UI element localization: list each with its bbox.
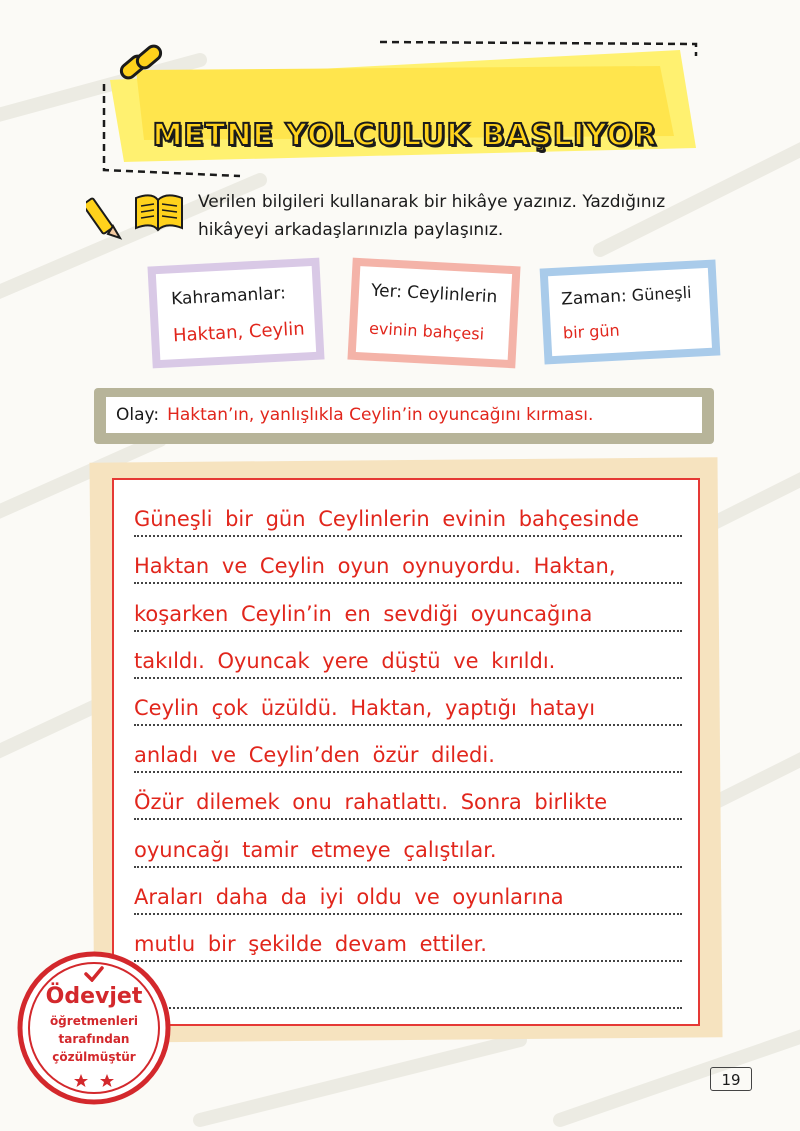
page-title: METNE YOLCULUK BAŞLIYOR [152, 118, 658, 153]
story-line-text: mutlu bir şekilde devam ettiler. [134, 931, 487, 956]
stamp-line2: öğretmenleri [49, 1014, 139, 1028]
card-zaman-label: Zaman: [560, 286, 628, 310]
writing-line [134, 915, 682, 962]
stamp-brand: Ödevjet [45, 984, 143, 1009]
story-lines [134, 490, 682, 1009]
star-icon [74, 1074, 114, 1088]
page-number: 19 [710, 1067, 752, 1091]
olay-value: Haktan’ın, yanlışlıkla Ceylin’in oyuncağını kırması. [167, 405, 594, 425]
chain-link-icon [112, 38, 172, 98]
stamp-line4: çözülmüştür [52, 1050, 136, 1064]
pencil-icon [86, 198, 120, 238]
story-line-text: Özür dilemek onu rahatlattı. Sonra birlikte [134, 790, 608, 815]
card-zaman-value-line2: bir gün [562, 320, 621, 343]
writing-line [134, 868, 682, 915]
checkmark-icon [84, 966, 104, 982]
writing-line [134, 584, 682, 631]
olay-bar [94, 388, 714, 444]
open-book-icon [136, 195, 182, 230]
odevjet-stamp [14, 948, 174, 1108]
story-line-text: Araları daha da iyi oldu ve oyunlarına [134, 884, 564, 909]
stamp-line3: tarafından [58, 1032, 130, 1046]
story-line-text: oyuncağı tamir etmeye çalıştılar. [134, 837, 497, 862]
olay-box [106, 397, 702, 433]
story-line-text: Güneşli bir gün Ceylinlerin evinin bahçesinde [134, 507, 640, 532]
story-line-text: Ceylin çok üzüldü. Haktan, yaptığı hatayı [134, 695, 596, 720]
writing-line [134, 679, 682, 726]
card-yer [347, 258, 520, 369]
writing-paper [112, 478, 700, 1026]
card-kahramanlar-value: Haktan, Ceylin [172, 318, 306, 347]
writing-line [134, 726, 682, 773]
writing-line [134, 820, 682, 867]
card-yer-line1 [371, 281, 498, 308]
olay-label: Olay: [116, 405, 160, 425]
card-yer-value-line2: evinin bahçesi [368, 318, 485, 344]
writing-line [134, 773, 682, 820]
title-banner-shape [100, 40, 700, 190]
writing-line [134, 490, 682, 537]
card-zaman [540, 259, 721, 364]
card-kahramanlar [147, 258, 324, 369]
writing-line [134, 632, 682, 679]
instruction-text: Verilen bilgileri kullanarak bir hikâye yazınız. Yazdığınız hikâyeyi arkadaşlarınızla paylaşınız. [198, 192, 666, 240]
card-zaman-line1 [561, 283, 692, 310]
story-line-text: takıldı. Oyuncak yere düştü ve kırıldı. [134, 648, 556, 673]
writing-line [134, 537, 682, 584]
title-banner [100, 40, 700, 190]
story-line-text: anladı ve Ceylin’den özür diledi. [134, 743, 495, 768]
instruction-icons [86, 184, 186, 244]
story-line-text: Haktan ve Ceylin oyun oynuyordu. Haktan, [134, 554, 616, 579]
card-yer-value-line1: Ceylinlerin [406, 282, 498, 308]
card-yer-label: Yer: [370, 280, 403, 303]
writing-line [134, 962, 682, 1009]
card-kahramanlar-label: Kahramanlar: [170, 283, 287, 310]
story-line-text: koşarken Ceylin’in en sevdiği oyuncağına [134, 601, 593, 626]
card-zaman-value-line1: Güneşli [631, 282, 692, 305]
